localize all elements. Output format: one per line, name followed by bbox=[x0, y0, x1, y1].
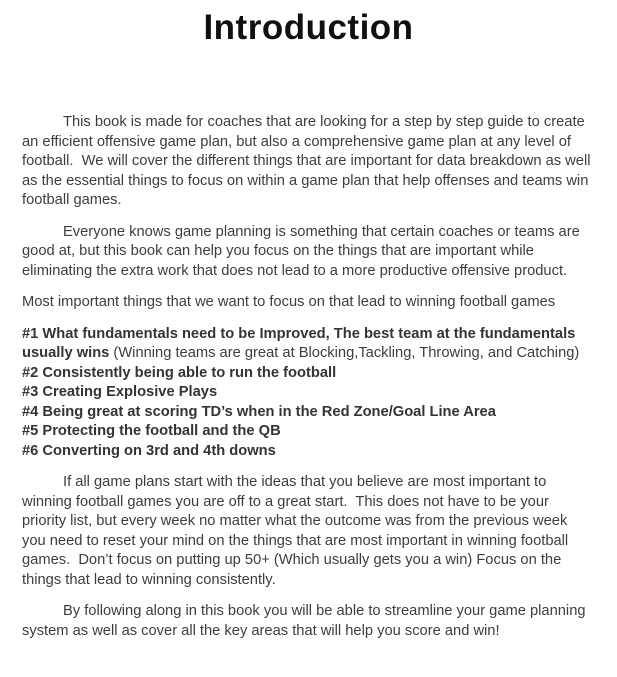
key-point-bold: #5 Protecting the football and the QB bbox=[22, 423, 281, 439]
paragraph-book-purpose: This book is made for coaches that are looking for a step by step guide to create an efficient offensive game plan, but also a comprehensive game plan at any level of football. We will cover the different things that are important for data breakdown as well as the essential things to focus on within a game plan that help offenses and teams win football games. bbox=[22, 114, 595, 208]
key-points-list bbox=[22, 325, 595, 462]
key-point-item-1 bbox=[22, 325, 595, 364]
paragraph-game-planning: Everyone knows game planning is something that certain coaches or teams are good at, but this book can help you focus on the things that are important while eliminating the extra work that does not lead to a more productive offensive product. bbox=[22, 223, 584, 279]
key-point-item-2 bbox=[22, 364, 595, 384]
key-point-bold: #4 Being great at scoring TD’s when in the Red Zone/Goal Line Area bbox=[22, 403, 496, 420]
paragraph-game-plan-ideas: If all game plans start with the ideas that you believe are most important to winning football games you are off to a great start. This does not have to be your priority list, but every week no matter what the outcome was from the previous week you need to reset your mind on the things that are most important in winning football games. Don’t focus on putting up 50+ (Which usually gets you a win) Focus on the things that lead to winning consistently. bbox=[22, 474, 573, 588]
page-title: Introduction bbox=[203, 8, 414, 47]
key-point-bold: #6 Converting on 3rd and 4th downs bbox=[22, 442, 276, 459]
key-point-item-4 bbox=[22, 403, 595, 423]
lead-in-line: Most important things that we want to focus on that lead to winning football games bbox=[22, 294, 556, 310]
key-point-bold: #3 Creating Explosive Plays bbox=[22, 384, 218, 400]
key-point-bold: #1 What fundamentals need to be Improved, The best team at the fundamentals usually wins bbox=[22, 325, 580, 361]
key-point-item-5 bbox=[22, 422, 595, 442]
key-point-note: (Winning teams are great at Blocking,Tackling, Throwing, and Catching) bbox=[109, 345, 580, 361]
key-point-item-6 bbox=[22, 442, 595, 462]
key-point-bold: #2 Consistently being able to run the football bbox=[22, 364, 337, 381]
key-point-item-3 bbox=[22, 383, 595, 403]
paragraph-closing: By following along in this book you will be able to streamline your game planning system as well as cover all the key areas that will help you score and win! bbox=[22, 603, 590, 639]
document-page bbox=[0, 5, 617, 677]
